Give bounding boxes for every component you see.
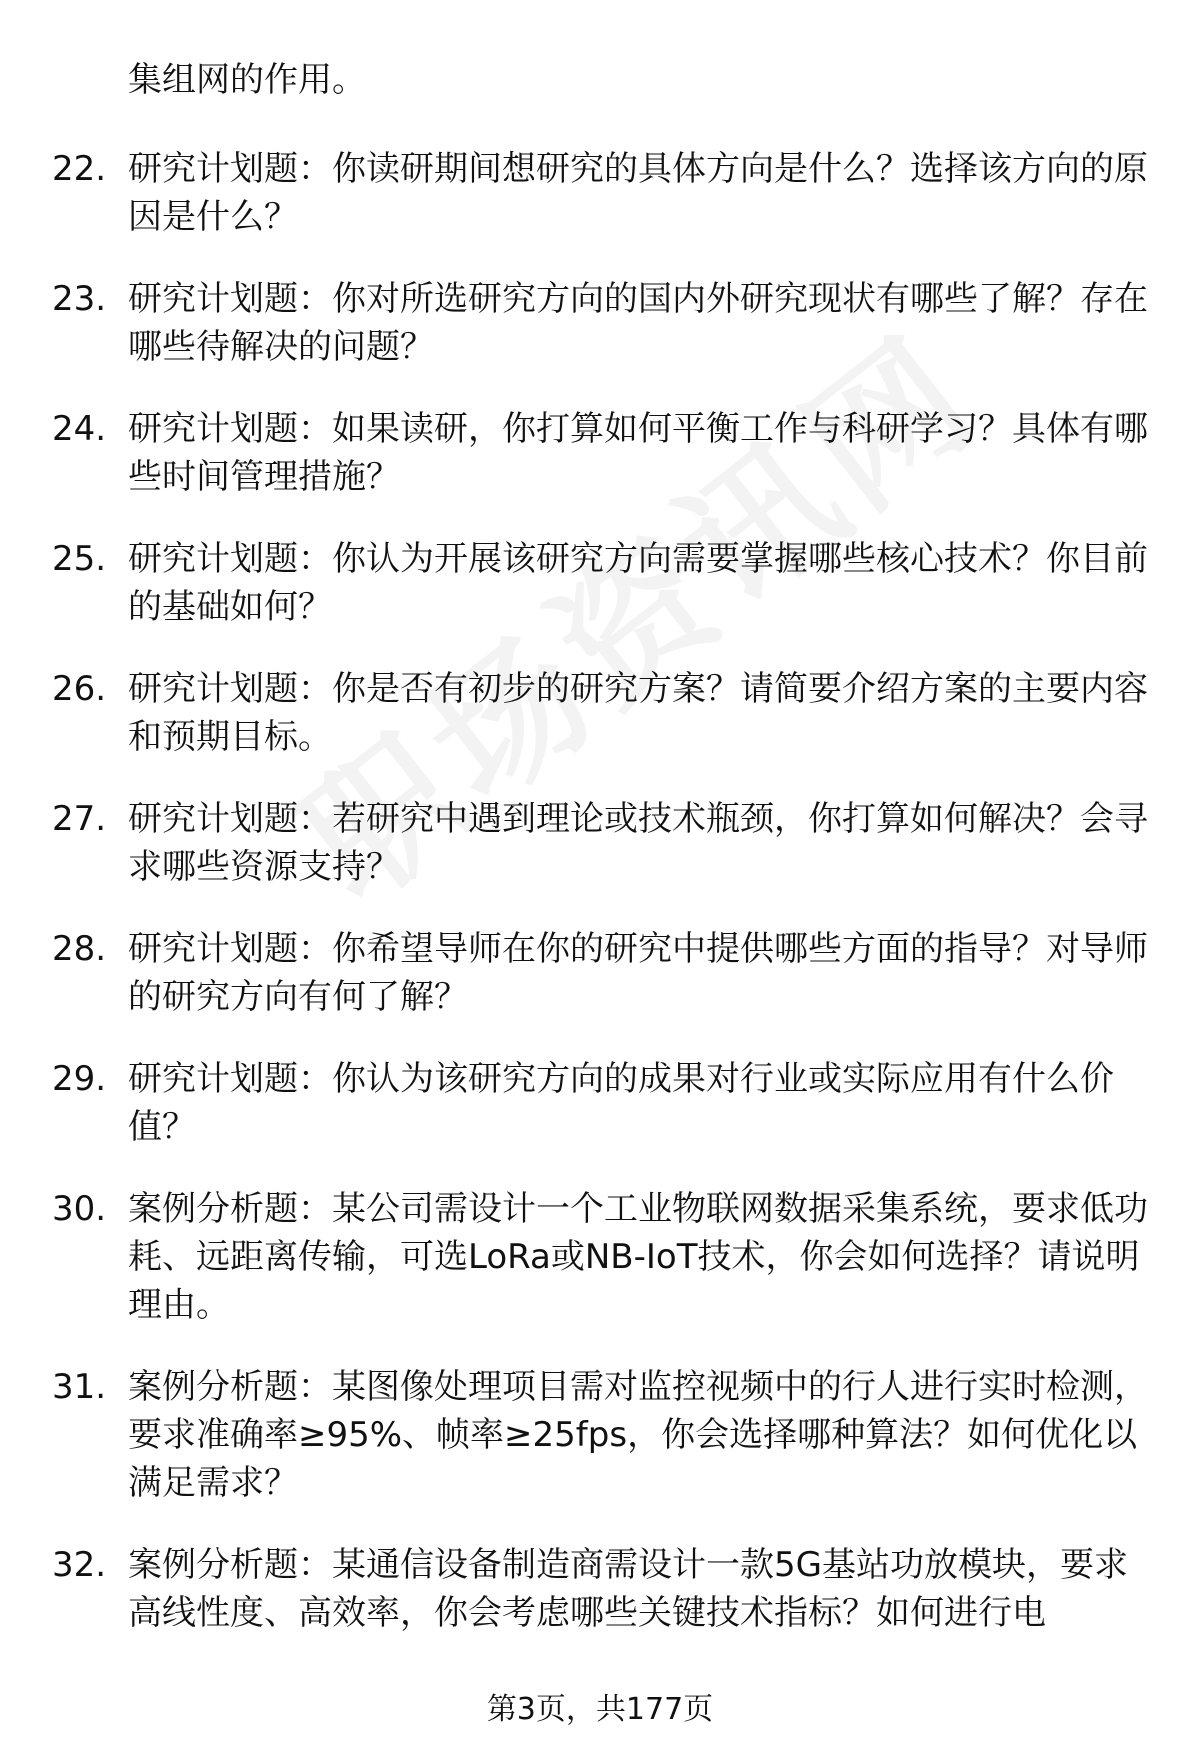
list-item (0, 405, 1200, 501)
item-text: 研究计划题：若研究中遇到理论或技术瓶颈，你打算如何解决？会寻求哪些资源支持？ (128, 799, 1148, 887)
continuation-text: 集组网的作用。 (128, 60, 366, 100)
list-item (0, 145, 1200, 241)
item-number: 22. (52, 149, 107, 189)
item-number: 24. (52, 409, 107, 449)
list-item (0, 665, 1200, 761)
item-number: 30. (52, 1189, 107, 1229)
item-text: 研究计划题：你是否有初步的研究方案？请简要介绍方案的主要内容和预期目标。 (128, 669, 1148, 757)
item-text: 研究计划题：你读研期间想研究的具体方向是什么？选择该方向的原因是什么？ (128, 149, 1148, 237)
item-number: 31. (52, 1367, 107, 1407)
item-number: 26. (52, 669, 107, 709)
item-number: 27. (52, 799, 107, 839)
item-number: 29. (52, 1059, 107, 1099)
list-item (0, 795, 1200, 891)
item-text: 案例分析题：某公司需设计一个工业物联网数据采集系统，要求低功耗、远距离传输，可选LoRa或NB-IoT技术，你会如何选择？请说明理由。 (128, 1189, 1148, 1325)
item-text: 案例分析题：某通信设备制造商需设计一款5G基站功放模块，要求高线性度、高效率，你会考虑哪些关键技术指标？如何进行电 (128, 1545, 1128, 1633)
item-number: 28. (52, 929, 107, 969)
list-item (0, 535, 1200, 631)
item-number: 25. (52, 539, 107, 579)
list-item (0, 1541, 1200, 1637)
list-item (0, 1055, 1200, 1151)
item-text: 研究计划题：你认为开展该研究方向需要掌握哪些核心技术？你目前的基础如何？ (128, 539, 1148, 627)
page-footer: 第3页，共177页 (486, 1692, 714, 1727)
item-text: 研究计划题：你对所选研究方向的国内外研究现状有哪些了解？存在哪些待解决的问题？ (128, 279, 1148, 367)
item-number: 23. (52, 279, 107, 319)
list-item (0, 925, 1200, 1021)
list-item (0, 275, 1200, 371)
item-text: 研究计划题：如果读研，你打算如何平衡工作与科研学习？具体有哪些时间管理措施？ (128, 409, 1148, 497)
list-item (0, 1363, 1200, 1507)
item-text: 研究计划题：你认为该研究方向的成果对行业或实际应用有什么价值？ (128, 1059, 1114, 1147)
item-text: 研究计划题：你希望导师在你的研究中提供哪些方面的指导？对导师的研究方向有何了解？ (128, 929, 1148, 1017)
item-number: 32. (52, 1545, 107, 1585)
question-list (0, 145, 1200, 1671)
item-text: 案例分析题：某图像处理项目需对监控视频中的行人进行实时检测，要求准确率≥95%、帧率≥25fps，你会选择哪种算法？如何优化以满足需求？ (128, 1367, 1148, 1503)
list-item (0, 1185, 1200, 1329)
